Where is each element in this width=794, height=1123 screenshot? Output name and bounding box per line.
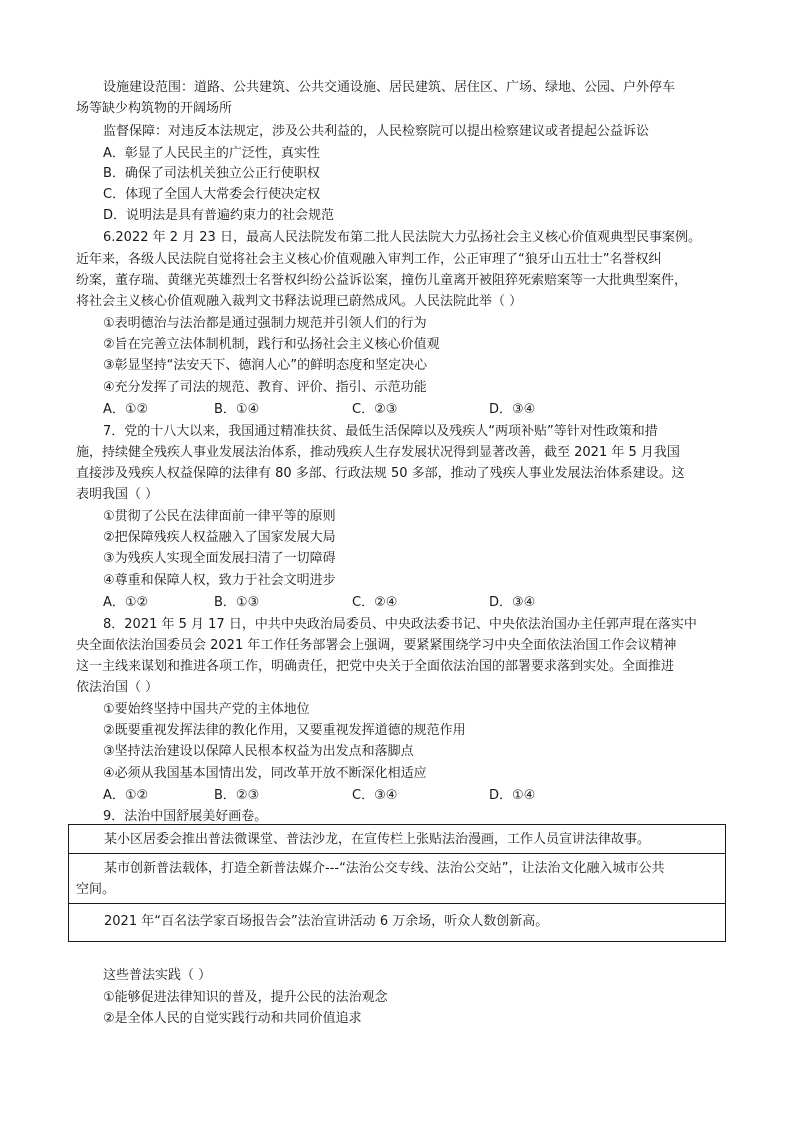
q7-stem-line-1: 7．党的十八大以来，我国通过精准扶贫、最低生活保障以及残疾人“两项补贴”等针对性政策和措: [103, 424, 658, 439]
table-row: [69, 825, 725, 854]
q6-item-4: ④充分发挥了司法的规范、教育、评价、指引、示范功能: [103, 380, 427, 395]
q6-stem-line-2: 近年来，各级人民法院自觉将社会主义核心价值观融入审判工作，公正审理了“狼牙山五壮士”名誉权纠: [76, 252, 662, 267]
q7-stem-line-3: 直接涉及残疾人权益保障的法律有 80 多部、行政法规 50 多部，推动了残疾人事业发展法治体系建设。这: [76, 466, 685, 481]
q7-choices: [103, 595, 623, 611]
q6-choices: [103, 402, 623, 418]
q8-stem-line-3: 这一主线来谋划和推进各项工作，明确责任，把党中央关于全面依法治国的部署要求落到实处。全面推进: [76, 659, 675, 674]
q5-text-line-2: 场等缺少构筑物的开阔场所: [76, 101, 233, 116]
table-cell-text: 2021 年“百名法学家百场报告会”法治宣讲活动 6 万余场，听众人数创新高。: [104, 914, 549, 929]
q6-item-2: ②旨在完善立法体制机制，践行和弘扬社会主义核心价值观: [103, 337, 440, 352]
q6-stem-line-1: 6.2022 年 2 月 23 日，最高人民法院发布第二批人民法院大力弘扬社会主义核心价值观典型民事案例。: [103, 230, 701, 245]
table-cell-text: 某市创新普法载体，打造全新普法媒介---“法治公交专线、法治公交站”，让法治文化融入城市公共: [104, 861, 665, 876]
q8-item-4: ④必须从我国基本国情出发，同改革开放不断深化相适应: [103, 766, 427, 781]
q6-choice-b: B．①④: [214, 402, 260, 417]
q6-item-1: ①表明德治与法治都是通过强制力规范并引领人们的行为: [103, 316, 427, 331]
q5-option-a: A．彰显了人民民主的广泛性，真实性: [103, 146, 320, 161]
q7-choice-c: C．②④: [352, 595, 398, 610]
q9-stem: 这些普法实践（ ）: [103, 968, 212, 983]
q7-stem-line-4: 表明我国（ ）: [76, 487, 159, 502]
q7-choice-d: D．③④: [489, 595, 536, 610]
table-cell-text: 某小区居委会推出普法微课堂、普法沙龙，在宣传栏上张贴法治漫画，工作人员宣讲法律故事。: [104, 832, 651, 847]
q5-option-b: B．确保了司法机关独立公正行使职权: [103, 166, 320, 181]
q7-item-1: ①贯彻了公民在法律面前一律平等的原则: [103, 509, 336, 524]
q8-stem-line-2: 央全面依法治国委员会 2021 年工作任务部署会上强调，要紧紧围绕学习中央全面依法治国工作会议精神: [76, 638, 677, 653]
q8-choice-a: A．①②: [103, 788, 149, 803]
q7-stem-line-2: 施，持续健全残疾人事业发展法治体系，推动残疾人生存发展状况得到显著改善，截至 2021 年 5 月我国: [76, 445, 680, 460]
q7-choice-b: B．①③: [214, 595, 260, 610]
table-cell-text: 空间。: [76, 882, 116, 897]
table-row: [69, 904, 725, 941]
q5-option-d: D．说明法是具有普遍约束力的社会规范: [103, 208, 335, 223]
q6-choice-d: D．③④: [489, 402, 536, 417]
q8-item-1: ①要始终坚持中国共产党的主体地位: [103, 702, 310, 717]
q9-item-1: ①能够促进法律知识的普及，提升公民的法治观念: [103, 990, 388, 1005]
q8-choices: [103, 788, 623, 804]
q7-item-4: ④尊重和保障人权，致力于社会文明进步: [103, 573, 336, 588]
q6-stem-line-4: 将社会主义核心价值观融入裁判文书释法说理已蔚然成风。人民法院此举（ ）: [76, 294, 523, 309]
q6-item-3: ③彰显坚持“法安天下、德润人心”的鲜明态度和坚定决心: [103, 358, 428, 373]
q9-title: 9．法治中国舒展美好画卷。: [103, 809, 268, 824]
q8-stem-line-1: 8．2021 年 5 月 17 日，中共中央政治局委员、中央政法委书记、中央依法治国办主任郭声琨在落实中: [103, 617, 697, 632]
q6-choice-c: C．②③: [352, 402, 398, 417]
q7-item-2: ②把保障残疾人权益融入了国家发展大局: [103, 530, 336, 545]
q8-choice-c: C．③④: [352, 788, 398, 803]
q8-stem-line-4: 依法治国（ ）: [76, 680, 159, 695]
q7-choice-a: A．①②: [103, 595, 149, 610]
q9-item-2: ②是全体人民的自觉实践行动和共同价值追求: [103, 1011, 362, 1026]
q8-item-2: ②既要重视发挥法律的教化作用，又要重视发挥道德的规范作用: [103, 723, 466, 738]
q9-material-table: [68, 824, 726, 942]
q7-item-3: ③为残疾人实现全面发展扫清了一切障碍: [103, 551, 336, 566]
table-row: [69, 854, 725, 904]
q8-item-3: ③坚持法治建设以保障人民根本权益为出发点和落脚点: [103, 744, 414, 759]
q8-choice-b: B．②③: [214, 788, 260, 803]
q6-stem-line-3: 纷案，董存瑞、黄继光英雄烈士名誉权纠纷公益诉讼案，撞伤儿童离开被阻猝死索赔案等一大批典型案件，: [76, 273, 688, 288]
q5-text-line-1: 设施建设范围：道路、公共建筑、公共交通设施、居民建筑、居住区、广场、绿地、公园、户外停车: [103, 80, 676, 95]
q5-option-c: C．体现了全国人大常委会行使决定权: [103, 187, 321, 202]
q5-text-line-3: 监督保障：对违反本法规定，涉及公共利益的，人民检察院可以提出检察建议或者提起公益诉讼: [103, 124, 650, 139]
q8-choice-d: D．①④: [489, 788, 536, 803]
q6-choice-a: A．①②: [103, 402, 149, 417]
